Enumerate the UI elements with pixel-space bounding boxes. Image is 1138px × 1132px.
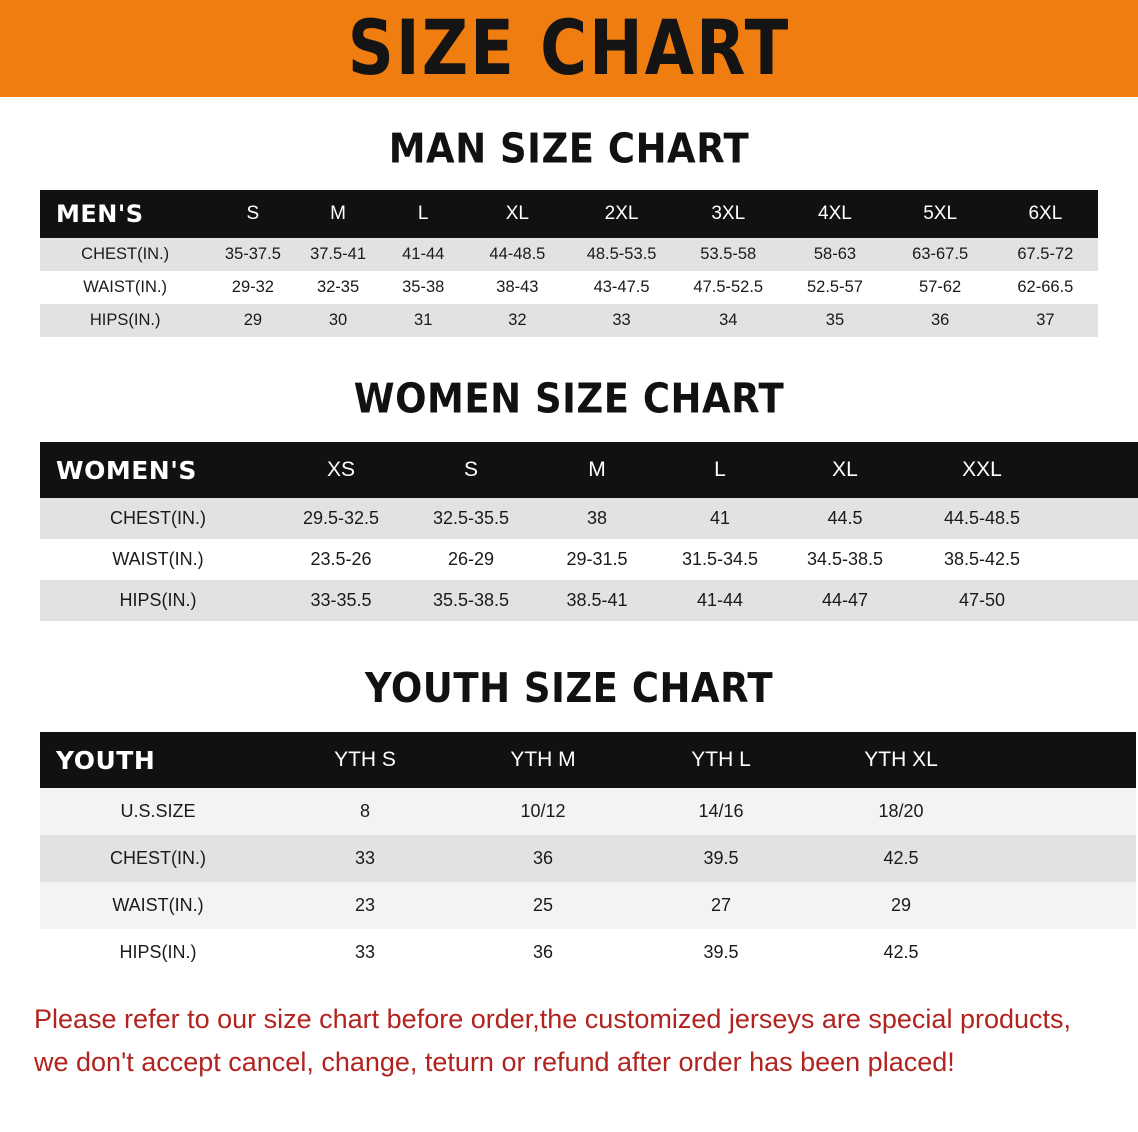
table-row [40, 238, 1098, 271]
man-row-1-label: WAIST(IN.) [83, 278, 168, 296]
women-row-0-cell-5: 44.5-48.5 [943, 508, 1021, 528]
women-size-table [40, 442, 1138, 621]
women-chart-wrapper [40, 442, 1098, 621]
women-size-col-1: S [463, 458, 478, 481]
man-size-table [40, 190, 1098, 337]
women-table-body [40, 498, 1138, 621]
table-row [40, 788, 1136, 835]
youth-row-2-cell-spacer [992, 882, 1136, 929]
man-row-1-cell-6: 52.5-57 [806, 278, 863, 296]
man-row-0-cell-8: 67.5-72 [1017, 245, 1074, 263]
youth-size-col-spacer [992, 732, 1136, 788]
youth-size-table [40, 732, 1136, 976]
women-table-header [40, 442, 1138, 498]
women-row-0-cell-spacer [1056, 498, 1138, 539]
man-size-col-3: XL [505, 203, 529, 224]
youth-row-3-cell-3: 42.5 [883, 942, 919, 962]
youth-row-2-cell-1: 25 [532, 895, 554, 915]
man-row-1-cell-7: 57-62 [919, 278, 962, 296]
table-row [40, 882, 1136, 929]
policy-note-line-1: Please refer to our size chart before order,the customized jerseys are special products, [34, 1004, 1072, 1034]
table-row [40, 929, 1136, 976]
man-row-0-cell-1: 37.5-41 [310, 245, 367, 263]
women-size-col-3: L [714, 458, 726, 481]
man-row-2-cell-1: 30 [328, 311, 348, 329]
youth-chart-wrapper [40, 732, 1098, 976]
table-row [40, 304, 1098, 337]
youth-row-1-label: CHEST(IN.) [110, 848, 206, 868]
man-row-0-cell-6: 58-63 [813, 245, 857, 263]
man-row-1-cell-0: 29-32 [231, 278, 274, 296]
man-size-col-1: M [330, 203, 346, 224]
table-header-row [40, 190, 1098, 238]
youth-row-0-cell-1: 10/12 [520, 801, 566, 821]
youth-row-1-cell-0: 33 [354, 848, 376, 868]
page-banner [0, 0, 1138, 97]
youth-row-1-cell-2: 39.5 [703, 848, 739, 868]
man-size-col-2: L [417, 203, 429, 224]
policy-note-line-2: we don't accept cancel, change, teturn or refund after order has been placed! [34, 1047, 955, 1078]
youth-row-0-cell-2: 14/16 [698, 801, 744, 821]
man-row-0-cell-4: 48.5-53.5 [586, 245, 657, 263]
man-row-1-cell-8: 62-66.5 [1017, 278, 1074, 296]
women-row-1-cell-4: 34.5-38.5 [806, 549, 884, 569]
youth-table-header [40, 732, 1136, 788]
youth-row-2-cell-2: 27 [710, 895, 732, 915]
women-row-0-cell-2: 38 [586, 508, 608, 528]
youth-header-label: YOUTH [56, 745, 156, 775]
women-row-0-cell-3: 41 [709, 508, 731, 528]
women-row-1-label: WAIST(IN.) [112, 549, 204, 569]
man-row-2-cell-8: 37 [1036, 311, 1055, 329]
women-size-col-5: XXL [962, 458, 1002, 481]
table-header-row [40, 732, 1136, 788]
man-row-0-cell-0: 35-37.5 [224, 245, 281, 263]
man-row-1-cell-3: 38-43 [496, 278, 539, 296]
women-header-label: WOMEN'S [56, 455, 197, 485]
youth-row-0-cell-0: 8 [359, 801, 370, 821]
youth-size-col-0: YTH S [334, 748, 396, 771]
man-table-header [40, 190, 1098, 238]
man-size-col-4: 2XL [604, 203, 639, 224]
women-row-2-label: HIPS(IN.) [119, 590, 197, 610]
man-row-1-cell-1: 32-35 [316, 278, 360, 296]
women-row-2-cell-4: 44-47 [821, 590, 869, 610]
youth-size-col-3: YTH XL [864, 748, 938, 771]
women-row-1-cell-1: 26-29 [447, 549, 495, 569]
table-header-row [40, 442, 1138, 498]
table-row [40, 539, 1138, 580]
youth-row-0-cell-3: 18/20 [878, 801, 924, 821]
man-section-title: MAN SIZE CHART [388, 124, 750, 173]
youth-table-body [40, 788, 1136, 976]
table-row [40, 498, 1138, 539]
man-row-0-cell-3: 44-48.5 [489, 245, 546, 263]
youth-row-1-cell-1: 36 [532, 848, 554, 868]
man-row-2-cell-4: 33 [612, 311, 631, 329]
youth-size-col-2: YTH L [691, 748, 751, 771]
youth-row-3-cell-1: 36 [532, 942, 554, 962]
youth-row-3-label: HIPS(IN.) [119, 942, 197, 962]
women-size-col-2: M [588, 458, 606, 481]
youth-row-0-label: U.S.SIZE [120, 801, 196, 821]
youth-row-2-label: WAIST(IN.) [112, 895, 204, 915]
man-size-col-6: 4XL [818, 203, 852, 224]
table-row [40, 835, 1136, 882]
man-row-2-cell-6: 35 [825, 311, 845, 329]
man-row-1-cell-2: 35-38 [402, 278, 445, 296]
women-row-1-cell-0: 23.5-26 [310, 549, 372, 569]
man-row-0-cell-5: 53.5-58 [700, 245, 757, 263]
women-row-0-cell-0: 29.5-32.5 [302, 508, 380, 528]
women-row-0-cell-1: 32.5-35.5 [432, 508, 510, 528]
man-header-label: MEN'S [56, 200, 144, 228]
man-row-0-cell-7: 63-67.5 [912, 245, 969, 263]
page-title: SIZE CHART [347, 4, 791, 93]
youth-row-0-cell-spacer [992, 788, 1136, 835]
women-size-col-spacer [1056, 442, 1138, 498]
youth-row-3-cell-2: 39.5 [703, 942, 739, 962]
youth-row-3-cell-0: 33 [354, 942, 376, 962]
man-size-col-0: S [246, 203, 260, 224]
women-row-1-cell-5: 38.5-42.5 [943, 549, 1021, 569]
women-row-2-cell-5: 47-50 [958, 590, 1006, 610]
man-row-2-label: HIPS(IN.) [89, 311, 161, 329]
women-size-col-0: XS [326, 458, 355, 481]
man-row-2-cell-5: 34 [719, 311, 738, 329]
women-row-1-cell-2: 29-31.5 [566, 549, 628, 569]
women-row-1-cell-3: 31.5-34.5 [681, 549, 759, 569]
women-row-2-cell-1: 35.5-38.5 [432, 590, 510, 610]
youth-row-2-cell-3: 29 [890, 895, 912, 915]
youth-row-1-cell-spacer [992, 835, 1136, 882]
women-row-1-cell-spacer [1056, 539, 1138, 580]
man-row-2-cell-0: 29 [243, 311, 263, 329]
man-chart-wrapper [40, 190, 1098, 337]
man-row-2-cell-3: 32 [508, 311, 527, 329]
table-row [40, 580, 1138, 621]
women-section-title: WOMEN SIZE CHART [353, 374, 785, 423]
women-row-0-label: CHEST(IN.) [110, 508, 206, 528]
youth-row-3-cell-spacer [992, 929, 1136, 976]
man-row-2-cell-7: 36 [930, 311, 950, 329]
man-row-0-cell-2: 41-44 [402, 245, 445, 263]
women-row-2-cell-3: 41-44 [696, 590, 744, 610]
youth-row-1-cell-3: 42.5 [883, 848, 919, 868]
women-size-col-4: XL [832, 458, 858, 481]
man-row-2-cell-2: 31 [414, 311, 433, 329]
man-size-col-7: 5XL [923, 203, 958, 224]
women-row-2-cell-2: 38.5-41 [566, 590, 628, 610]
youth-size-col-1: YTH M [510, 748, 576, 771]
man-row-1-cell-5: 47.5-52.5 [693, 278, 764, 296]
women-row-2-cell-0: 33-35.5 [310, 590, 372, 610]
man-row-0-label: CHEST(IN.) [81, 245, 170, 263]
man-size-col-5: 3XL [711, 203, 746, 224]
policy-note [34, 998, 1104, 1084]
table-row [40, 271, 1098, 304]
man-row-1-cell-4: 43-47.5 [593, 278, 650, 296]
man-table-body [40, 238, 1098, 337]
women-row-0-cell-4: 44.5 [827, 508, 863, 528]
man-size-col-8: 6XL [1028, 203, 1063, 224]
youth-section-title: YOUTH SIZE CHART [364, 664, 774, 713]
youth-row-2-cell-0: 23 [354, 895, 376, 915]
women-row-2-cell-spacer [1056, 580, 1138, 621]
